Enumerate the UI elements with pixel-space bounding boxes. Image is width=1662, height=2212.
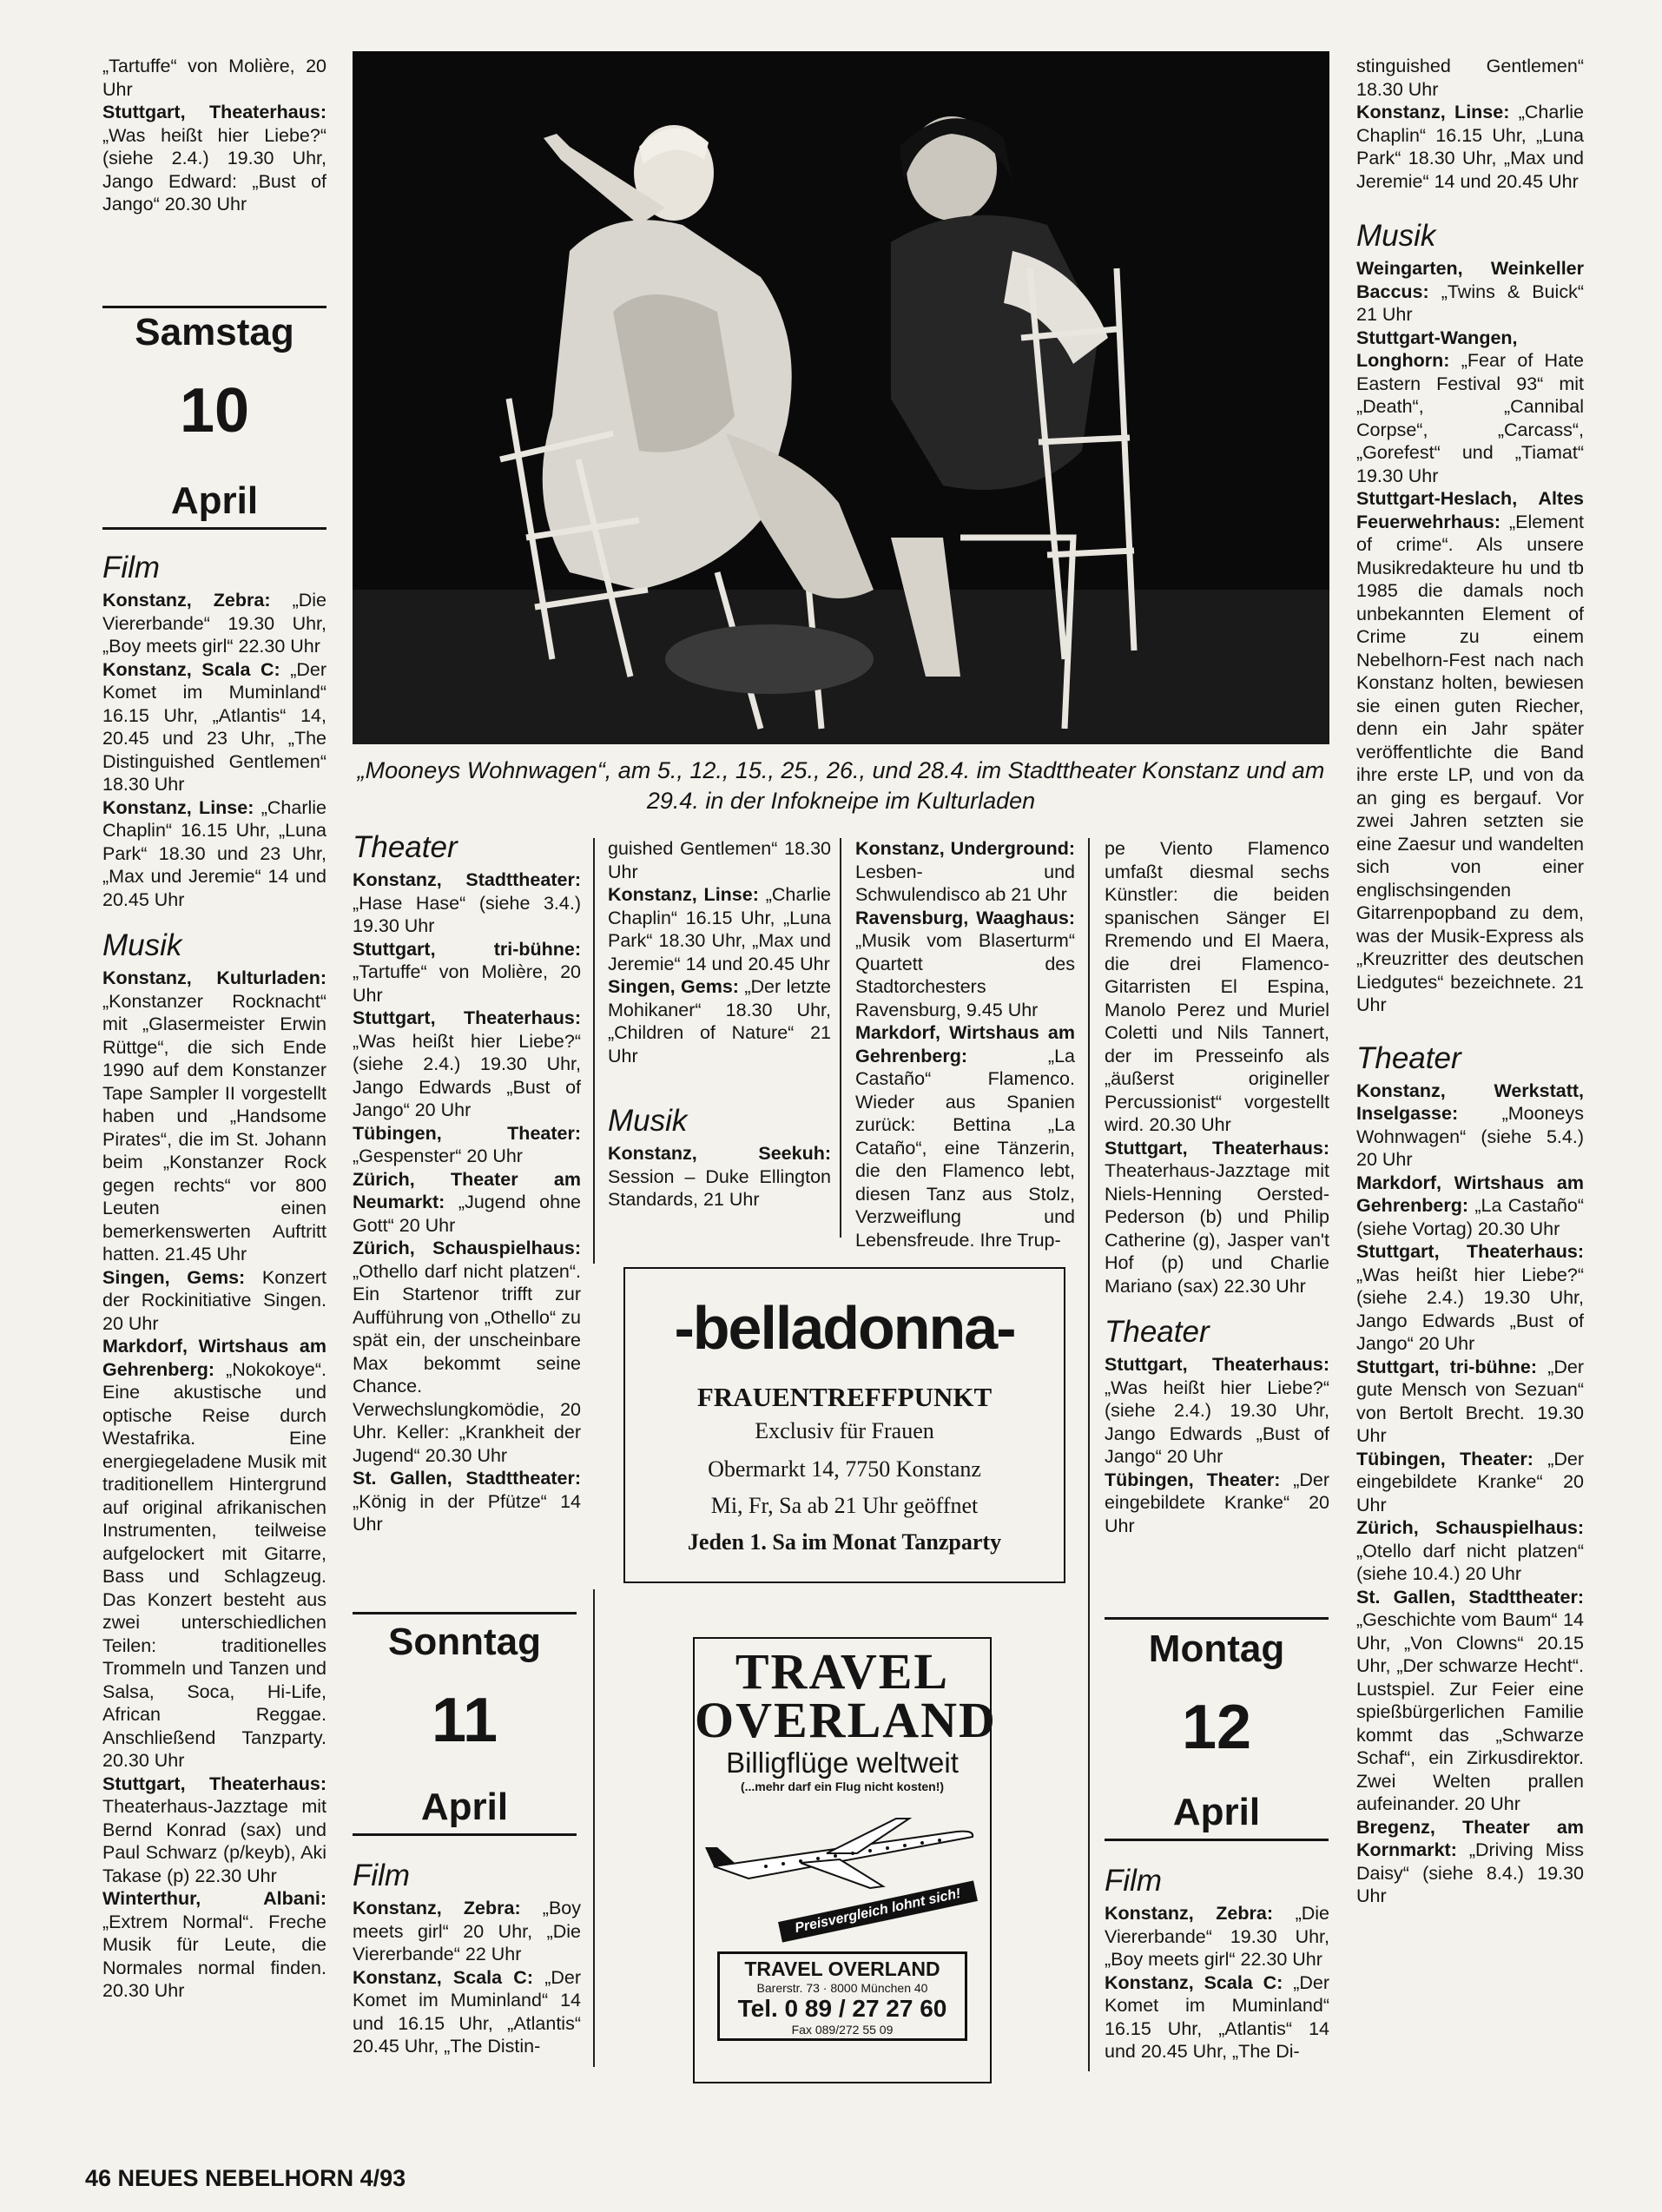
column-5-film (1105, 1846, 1329, 2063)
listing: guished Gentlemen“ 18.30 Uhr (608, 838, 831, 882)
ad-logo: TRAVEL (735, 1643, 950, 1700)
listing: Tübingen, Theater: „Der eingebildete Kranke“ 20 Uhr (1356, 1448, 1584, 1515)
listing: Stuttgart, tri-bühne: „Der gute Mensch von Sezuan“ von Bertolt Brecht. 19.30 Uhr (1356, 1356, 1584, 1446)
ad-subtitle: FRAUENTREFFPUNKT (696, 1382, 993, 1412)
section-film: Film (1105, 1864, 1163, 1898)
listing: Konstanz, Werkstatt, Inselgasse: „Mooneys Wohnwagen“ (siehe 5.4.) 20 Uhr (1356, 1080, 1584, 1170)
listing: Markdorf, Wirtshaus am Gehrenberg: „La Castaño“ Flamenco. Wieder aus Spanien zurück: Bettina „La Cataño“, eine Tänzerin, die den Flamenco lebt, diesen Tanz aus Stolz, Verzweiflung und Lebensfreude. Ihre Trup- (855, 1022, 1075, 1251)
listing: Singen, Gems: Konzert der Rockinitiative Singen. 20 Uhr (102, 1266, 326, 1334)
day-name: Sonntag (388, 1621, 541, 1663)
day-month: April (1172, 1791, 1261, 1833)
ad-logo: -belladonna- (674, 1294, 1015, 1362)
section-theater: Theater (1105, 1315, 1210, 1349)
ad-line: Exclusiv für Frauen (755, 1418, 934, 1443)
ad-banner-text: Preisvergleich lohnt sich! (793, 1885, 962, 1937)
column-2 (353, 825, 581, 1536)
listing: Stuttgart, Theaterhaus: Theaterhaus-Jazztage mit Bernd Konrad (sax) und Paul Schwarz (p/keyb), Aki Takase (p) 22.30 Uhr (102, 1773, 326, 1886)
listing: Tübingen, Theater: „Gespenster“ 20 Uhr (353, 1122, 581, 1166)
listing: Stuttgart-Wangen, Longhorn: „Fear of Hate Eastern Festival 93“ mit „Death“, „Cannibal Corpse“, „Carcass“, „Gorefest“ und „Tiamat“ 19.30 Uhr (1356, 327, 1584, 486)
day-header-sonntag (353, 1612, 577, 1838)
listing: Winterthur, Albani: „Extrem Normal“. Freche Musik für Leute, die Normales normal finden. 20.30 Uhr (102, 1888, 326, 2001)
listing: Konstanz, Kulturladen: „Konstanzer Rocknacht“ mit „Glasermeister Erwin Rüttge“, die sich Ende 1990 auf dem Konstanzer Tape Sampler II vorgestellt haben und „Handsome Pirates“, die im St. Johann beim „Konstanzer Rock gegen rechts“ vor 800 Leuten einen bemerkenswerten Auftritt hatten. 21.45 Uhr (102, 967, 326, 1264)
top-entry: „Tartuffe“ von Molière, 20 Uhr Stuttgart, Theaterhaus: „Was heißt hier Liebe?“ (siehe 2.4.) 19.30 Uhr, Jango Edward: „Bust of Jango“ 20.30 Uhr (102, 56, 326, 215)
column-divider (840, 838, 841, 1238)
section-film: Film (353, 1859, 411, 1892)
listing: Konstanz, Seekuh: Session – Duke Ellington Standards, 21 Uhr (608, 1143, 831, 1210)
day-number: 10 (179, 376, 250, 446)
ad-logo: OVERLAND (695, 1692, 997, 1748)
ad-address: Barerstr. 73 · 8000 München 40 (756, 1981, 928, 1995)
listing: Stuttgart, Theaterhaus: „Was heißt hier Liebe?“ (siehe 2.4.) 19.30 Uhr, Jango Edwards „Bust of Jango“ 20 Uhr (1105, 1354, 1329, 1467)
listing: Stuttgart, tri-bühne: „Tartuffe“ von Molière, 20 Uhr (353, 938, 581, 1006)
day-header-samstag (102, 306, 326, 532)
listing: Konstanz, Scala C: „Der Komet im Muminland“ 16.15 Uhr, „Atlantis“ 14 und 20.45 Uhr, „The Di- (1105, 1971, 1329, 2062)
listing: Ravensburg, Waaghaus: „Musik vom Blaserturm“ Quartett des Stadtorchesters Ravensburg, 9.45 Uhr (855, 907, 1075, 1020)
listing: Stuttgart-Heslach, Altes Feuerwehrhaus: „Element of crime“. Als unsere Musikredakteure hu und tb 1985 die damals noch unbekannten Element of Crime zu einem Nebelhorn-Fest nach nach Konstanz holten, bewiesen sie einen guten Riecher, denn ein Jahr später veröffentlichte die Band ihre erste LP, und von da an ging es bergauf. Vor zwei Jahren setzten sie eine Zaesur und wandelten sich von einer englischsingenden Gitarrenpopband zu dem, was der Musik-Express als „Kreuzritter des deutschen Liedgutes“ bezeichnete. 21 Uhr (1356, 488, 1584, 1015)
column-divider (593, 838, 595, 1264)
listing: Stuttgart, Theaterhaus: „Was heißt hier Liebe?“ (siehe 2.4.) 19.30 Uhr, Jango Edwards „Bust of Jango“ 20 Uhr (353, 1007, 581, 1120)
column-divider (593, 1589, 595, 2067)
column-1-listings (102, 538, 326, 2003)
listing: Konstanz, Zebra: „Die Viererbande“ 19.30 Uhr, „Boy meets girl“ 22.30 Uhr (1105, 1903, 1329, 1970)
column-divider (1088, 838, 1090, 2071)
ad-fax: Fax 089/272 55 09 (791, 2023, 894, 2037)
ad-travel-overland (693, 1637, 997, 2083)
column-4 (855, 837, 1075, 1251)
listing: Stuttgart, Theaterhaus: „Was heißt hier Liebe?“ (siehe 2.4.) 19.30 Uhr, Jango Edwards „Bust of Jango“ 20 Uhr (1356, 1241, 1584, 1354)
ad-name: TRAVEL OVERLAND (744, 1958, 940, 1980)
stage-photo-illustration (353, 51, 1329, 744)
listing: pe Viento Flamenco umfaßt diesmal sechs Künstler: die beiden spanischen Sänger El Rremendo und El Maera, die drei Flamenco-Gitarristen El Espina, Manolo Perez und Muriel Coletti und Nils Tannert, der im Presseinfo als „äußerst origineller Percussionist“ vorgestellt wird. 20.30 Uhr (1105, 838, 1329, 1135)
ad-line: Obermarkt 14, 7750 Konstanz (708, 1456, 981, 1482)
column-3 (608, 837, 831, 1212)
listing: Zürich, Theater am Neumarkt: „Jugend ohne Gott“ 20 Uhr (353, 1168, 581, 1236)
day-month: April (170, 479, 259, 522)
photo-caption: „Mooneys Wohnwagen“, am 5., 12., 15., 25., 26., und 28.4. im Stadttheater Konstanz und am 29.4. in der Infokneipe im Kulturladen (357, 757, 1325, 814)
column-2-film (353, 1841, 581, 2058)
ad-line: Mi, Fr, Sa ab 21 Uhr geöffnet (710, 1493, 979, 1518)
ad-small: (...mehr darf ein Flug nicht kosten!) (740, 1780, 945, 1793)
day-header-montag (1105, 1617, 1329, 1843)
day-name: Montag (1148, 1628, 1285, 1670)
listing: St. Gallen, Stadttheater: „König in der Pfütze“ 14 Uhr (353, 1468, 581, 1535)
listing: Weingarten, Weinkeller Baccus: „Twins & Buick“ 21 Uhr (1356, 258, 1584, 325)
ad-tagline: Billigflüge weltweit (726, 1746, 959, 1779)
ad-belladonna (623, 1267, 1065, 1583)
page-footer: 46 NEUES NEBELHORN 4/93 (85, 2165, 406, 2191)
day-number: 11 (431, 1686, 498, 1755)
column-1 (102, 55, 326, 216)
section-musik: Musik (608, 1104, 688, 1138)
section-theater: Theater (1356, 1040, 1461, 1075)
listing: Stuttgart, Theaterhaus: Theaterhaus-Jazztage mit Niels-Henning Oersted-Pederson (b) und Philip Catherine (g), Jasper van't Hof (p) und Charlie Mariano (sax) 22.30 Uhr (1105, 1137, 1329, 1297)
listing: Konstanz, Linse: „Charlie Chaplin“ 16.15 Uhr, „Luna Park“ 18.30 Uhr, „Max und Jeremie“ 14 und 20.45 Uhr (608, 884, 831, 974)
day-month: April (420, 1786, 509, 1828)
section-musik: Musik (1356, 219, 1436, 253)
listing: Markdorf, Wirtshaus am Gehrenberg: „Nokokoye“. Eine akustische und optische Reise durch Westafrika. Eine energiegeladene Musik mit traditionellem Hintergrund auf original afrikanischen Instrumenten, teilweise aufgelockert mit Gitarre, Bass und Schlagzeug. Das Konzert besteht aus zwei unterschiedlichen Teilen: traditionelles Trommeln und Tanzen und Salsa, Soca, Hi-Life, African Reggae. Anschließend Tanzparty. 20.30 Uhr (102, 1336, 326, 1771)
listing: Konstanz, Linse: „Charlie Chaplin“ 16.15 Uhr, „Luna Park“ 18.30 und 23 Uhr, „Max und Jeremie“ 14 und 20.45 Uhr (102, 796, 326, 910)
column-5 (1105, 837, 1329, 1537)
listing: Konstanz, Zebra: „Boy meets girl“ 20 Uhr, „Die Viererbande“ 22 Uhr (353, 1898, 581, 1964)
listing: stinguished Gentlemen“ 18.30 Uhr (1356, 56, 1584, 100)
ad-line: Jeden 1. Sa im Monat Tanzparty (687, 1529, 1002, 1555)
listing: Konstanz, Scala C: „Der Komet im Muminland“ 16.15 Uhr, „Atlantis“ 14, 20.45 und 23 Uhr, „The Distinguished Gentlemen“ 18.30 Uhr (102, 658, 326, 795)
ad-contact-box (717, 1951, 967, 2041)
day-name: Samstag (135, 311, 294, 353)
listing: Zürich, Schauspielhaus: „Otello darf nicht platzen“ (siehe 10.4.) 20 Uhr (1356, 1517, 1584, 1584)
day-number: 12 (1181, 1693, 1252, 1762)
listing: Zürich, Schauspielhaus: „Othello darf nicht platzen“. Ein Startenor trifft zur Aufführung von „Othello“ zu spät ein, der unscheinbare Max bekommt seine Chance. Verwechslungkomödie, 20 Uhr. Keller: „Krankheit der Jugend“ 20.30 Uhr (353, 1238, 581, 1466)
listing: Markdorf, Wirtshaus am Gehrenberg: „La Castaño“ (siehe Vortag) 20.30 Uhr (1356, 1172, 1584, 1239)
column-6 (1356, 55, 1584, 1908)
listing: Konstanz, Stadttheater: „Hase Hase“ (siehe 3.4.) 19.30 Uhr (353, 869, 581, 936)
photo-mooneys-wohnwagen (353, 51, 1329, 744)
ad-tel: Tel. 0 89 / 27 27 60 (737, 1995, 947, 2022)
listing: St. Gallen, Stadttheater: „Geschichte vom Baum“ 14 Uhr, „Von Clowns“ 20.15 Uhr, „Der schwarze Hecht“. Lustspiel. Zur Feier eine spießbürgerlichen Familie kommt das „Schwarze Schaf“, ein Zirkusdirektor. Zwei Welten prallen aufeinander. 20 Uhr (1356, 1586, 1584, 1814)
section-musik: Musik (102, 928, 182, 962)
listing: Singen, Gems: „Der letzte Mohikaner“ 18.30 Uhr, „Children of Nature“ 21 Uhr (608, 976, 831, 1066)
section-film: Film (102, 551, 161, 584)
section-theater: Theater (353, 830, 458, 864)
listing: Konstanz, Scala C: „Der Komet im Muminland“ 14 und 16.15 Uhr, „Atlantis“ 20.45 Uhr, „The Distin- (353, 1966, 581, 2057)
listing: Bregenz, Theater am Kornmarkt: „Driving Miss Daisy“ (siehe 8.4.) 19.30 Uhr (1356, 1816, 1584, 1906)
listing: Konstanz, Zebra: „Die Viererbande“ 19.30 Uhr, „Boy meets girl“ 22.30 Uhr (102, 590, 326, 657)
listing: Tübingen, Theater: „Der eingebildete Kranke“ 20 Uhr (1105, 1469, 1329, 1536)
listing: Konstanz, Underground: Lesben- und Schwulendisco ab 21 Uhr (855, 838, 1075, 905)
listing: Konstanz, Linse: „Charlie Chaplin“ 16.15 Uhr, „Luna Park“ 18.30 Uhr, „Max und Jeremie“ 14 und 20.45 Uhr (1356, 102, 1584, 192)
